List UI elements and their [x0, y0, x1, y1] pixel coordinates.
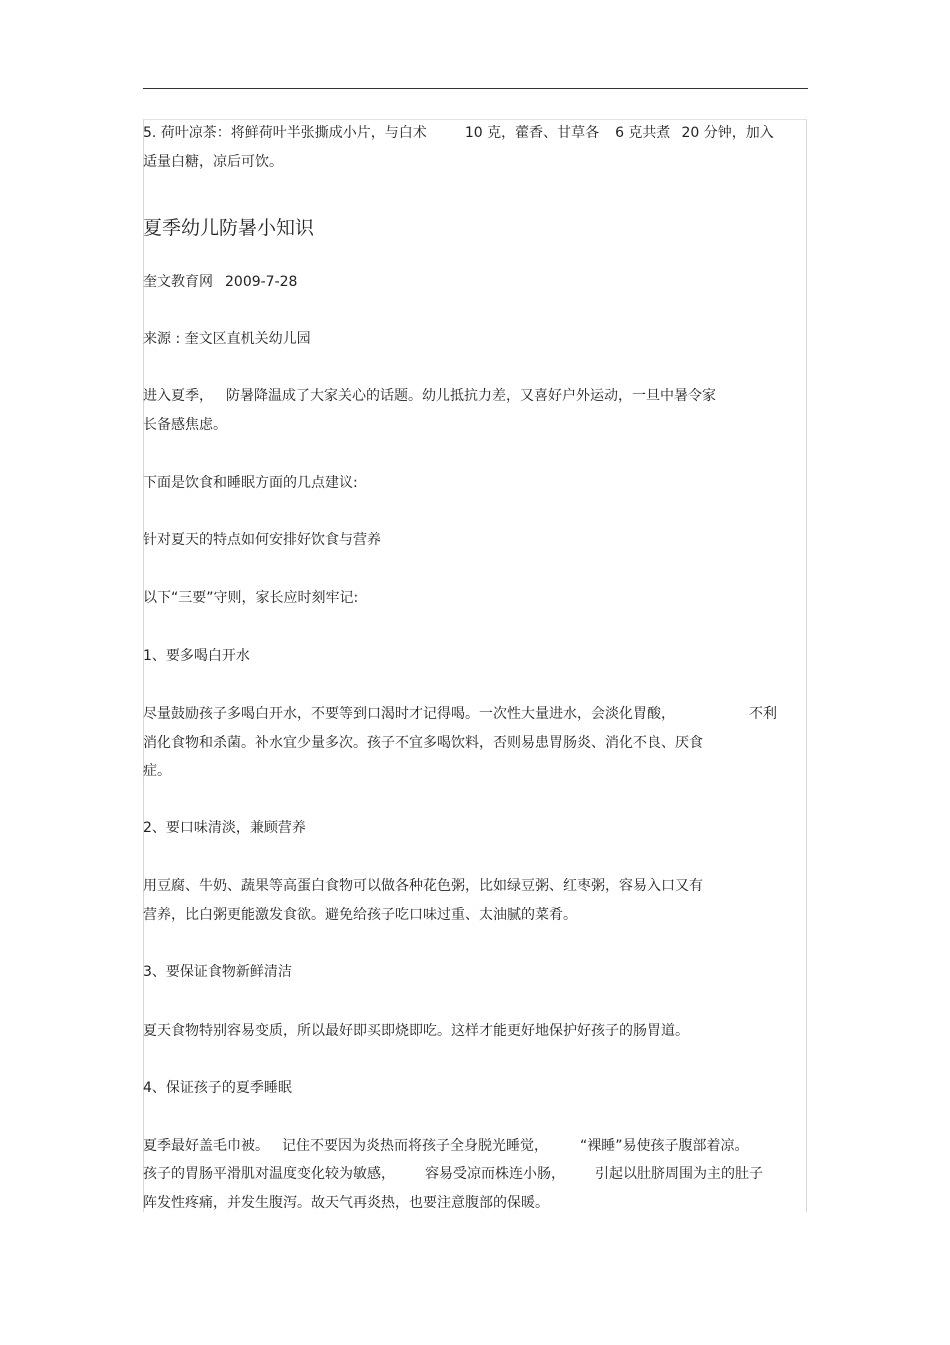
section-4-text-d: 孩子的胃肠平滑肌对温度变化较为敏感， — [143, 1166, 395, 1182]
source-line: 来源 : 奎文区直机关幼儿园 — [143, 331, 311, 347]
section-1-text-b: 不利 — [749, 706, 777, 722]
section-1-line-1 — [143, 700, 777, 728]
section-4-heading: 4、保证孩子的夏季睡眠 — [143, 1080, 292, 1096]
recipe-text-c: 6 克共煮 — [615, 125, 671, 141]
recipe-text-b: 10 克，藿香、甘草各 — [464, 125, 600, 141]
section-1-text-a: 尽量鼓励孩子多喝白开水，不要等到口渴时才记得喝。一次性大量进水，会淡化胃酸， — [143, 706, 675, 722]
section-1-line-3: 症。 — [143, 763, 171, 779]
source-site: 奎文教育网 — [143, 274, 213, 290]
section-1-heading: 1、要多喝白开水 — [143, 648, 250, 664]
intro-line-1 — [143, 382, 716, 410]
recipe-text-d: 20 分钟，加入 — [681, 125, 774, 141]
header-rule — [143, 88, 808, 89]
section-1-line-2: 消化食物和杀菌。补水宜少量多次。孩子不宜多喝饮料，否则易患胃肠炎、消化不良、厌食 — [143, 735, 703, 751]
intro-text-a: 进入夏季， — [143, 388, 213, 404]
section-2-heading: 2、要口味清淡，兼顾营养 — [143, 820, 306, 836]
recipe-line-1 — [143, 119, 774, 147]
section-4-text-e: 容易受凉而株连小肠， — [425, 1166, 565, 1182]
section-3-heading: 3、要保证食物新鲜清洁 — [143, 964, 292, 980]
byline — [143, 268, 297, 296]
section-4-text-f: 引起以肚脐周围为主的肚子 — [595, 1166, 763, 1182]
three-rules-line: 以下“三要”守则，家长应时刻牢记: — [143, 590, 359, 606]
intro-line-2: 长备感焦虑。 — [143, 417, 227, 433]
article-title: 夏季幼儿防暑小知识 — [143, 217, 315, 239]
recipe-line-2: 适量白糖，凉后可饮。 — [143, 154, 283, 170]
section-2-line-1: 用豆腐、牛奶、蔬果等高蛋白食物可以做各种花色粥，比如绿豆粥、红枣粥，容易入口又有 — [143, 878, 703, 894]
intro-text-b: 防暑降温成了大家关心的话题。幼儿抵抗力差，又喜好户外运动，一旦中暑令家 — [226, 388, 716, 404]
section-4-line-2 — [143, 1160, 763, 1188]
section-4-text-b: 记住不要因为炎热而将孩子全身脱光睡觉， — [282, 1138, 548, 1154]
section-4-text-a: 夏季最好盖毛巾被。 — [143, 1138, 269, 1154]
section-3-line-1: 夏天食物特别容易变质，所以最好即买即烧即吃。这样才能更好地保护好孩子的肠胃道。 — [143, 1023, 689, 1039]
diet-heading: 针对夏天的特点如何安排好饮食与营养 — [143, 532, 381, 548]
section-4-line-1 — [143, 1132, 749, 1160]
advice-intro: 下面是饮食和睡眠方面的几点建议: — [143, 475, 358, 491]
recipe-text-a: 5. 荷叶凉茶：将鲜荷叶半张撕成小片，与白术 — [143, 125, 427, 141]
section-4-text-c: “裸睡”易使孩子腹部着凉。 — [580, 1138, 749, 1154]
section-2-line-2: 营养，比白粥更能激发食欲。避免给孩子吃口味过重、太油腻的菜肴。 — [143, 907, 577, 923]
publish-date: 2009-7-28 — [225, 274, 298, 290]
section-4-line-3: 阵发性疼痛，并发生腹泻。故天气再炎热，也要注意腹部的保暖。 — [143, 1195, 549, 1211]
